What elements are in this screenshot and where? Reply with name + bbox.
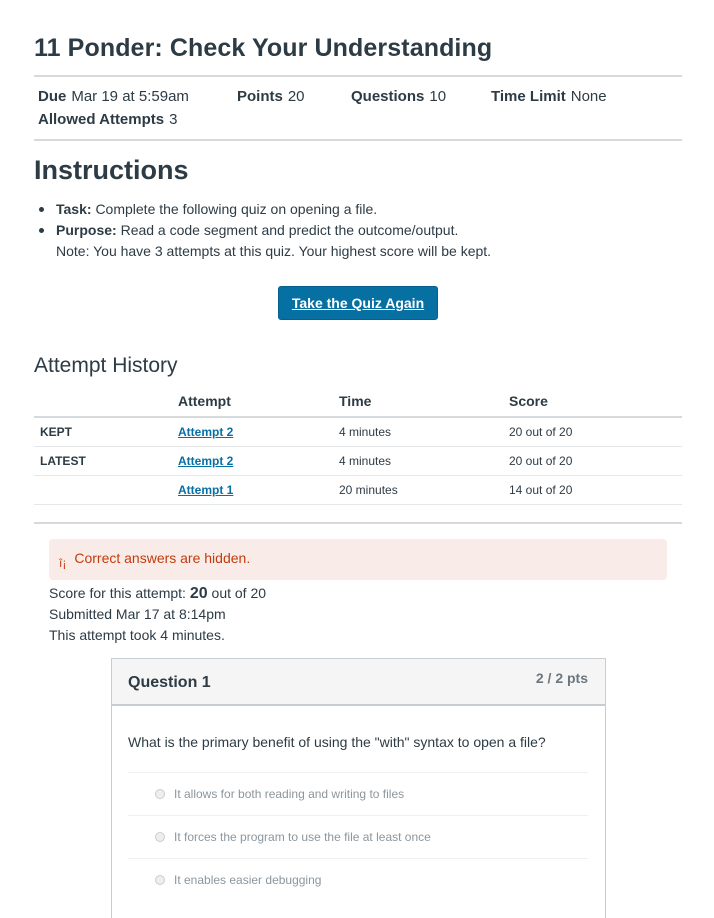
table-row (34, 476, 682, 505)
meta-divider (34, 139, 682, 141)
attempt-score (49, 583, 266, 604)
take-quiz-again-button[interactable]: Take the Quiz Again (278, 286, 438, 320)
question-card (111, 658, 606, 918)
row-score: 20 out of 20 (509, 447, 682, 476)
attempts-value: 3 (169, 111, 178, 128)
radio-button (155, 832, 165, 842)
radio-button (155, 789, 165, 799)
row-score: 20 out of 20 (509, 417, 682, 447)
instruction-label: Purpose: (56, 222, 117, 238)
table-row (34, 417, 682, 447)
questions-meta (351, 88, 446, 105)
attempt-duration: This attempt took 4 minutes. (49, 627, 225, 643)
history-divider (34, 522, 682, 524)
question-title: Question 1 (128, 674, 211, 691)
instructions-heading: Instructions (34, 155, 189, 185)
points-meta (237, 88, 305, 105)
alert-text: Correct answers are hidden. (74, 549, 251, 566)
attempt-link[interactable]: Attempt 1 (178, 483, 234, 497)
answer-text: It enables easier debugging (174, 873, 322, 887)
answer-text: It forces the program to use the file at least once (174, 830, 431, 844)
answer-option (128, 815, 588, 858)
due-meta (38, 88, 189, 105)
title-divider (34, 75, 682, 77)
submitted-date: Submitted Mar 17 at 8:14pm (49, 606, 226, 622)
due-value: Mar 19 at 5:59am (71, 88, 189, 105)
instruction-label: Task: (56, 201, 92, 217)
due-label: Due (38, 88, 67, 105)
question-header (112, 659, 605, 706)
header-score: Score (509, 386, 682, 417)
instruction-note: Note: You have 3 attempts at this quiz. Your highest score will be kept. (56, 243, 492, 259)
page-title: 11 Ponder: Check Your Understanding (34, 34, 493, 62)
time-limit-value: None (570, 88, 607, 105)
attempts-label: Allowed Attempts (38, 111, 165, 128)
instruction-text: Read a code segment and predict the outcome/output. (120, 222, 459, 238)
score-suffix: out of 20 (211, 585, 267, 601)
score-prefix: Score for this attempt: (49, 585, 186, 601)
table-row (34, 447, 682, 476)
question-text: What is the primary benefit of using the "with" syntax to open a file? (128, 734, 546, 750)
answer-list (128, 772, 588, 901)
radio-button (155, 875, 165, 885)
instruction-item-purpose (36, 220, 491, 241)
row-score: 14 out of 20 (509, 476, 682, 505)
questions-label: Questions (351, 88, 425, 105)
time-limit-meta (491, 88, 607, 105)
row-label (34, 476, 178, 505)
answer-text: It allows for both reading and writing to files (174, 787, 405, 801)
instruction-item-task (36, 199, 491, 220)
instruction-text: Complete the following quiz on opening a file. (95, 201, 378, 217)
question-points: 2 / 2 pts (535, 670, 588, 686)
header-time: Time (339, 386, 509, 417)
attempt-link[interactable]: Attempt 2 (178, 425, 234, 439)
info-icon: î¡ (59, 555, 67, 570)
answer-option (128, 772, 588, 815)
table-header-row (34, 386, 682, 417)
row-label: KEPT (34, 417, 178, 447)
allowed-attempts-meta (38, 111, 177, 128)
row-time: 4 minutes (339, 417, 509, 447)
time-limit-label: Time Limit (491, 88, 566, 105)
row-label: LATEST (34, 447, 178, 476)
score-value: 20 (189, 585, 208, 602)
points-label: Points (237, 88, 283, 105)
header-attempt: Attempt (178, 386, 339, 417)
row-time: 20 minutes (339, 476, 509, 505)
answer-option (128, 858, 588, 901)
header-blank (34, 386, 178, 417)
hidden-answers-alert (49, 539, 667, 580)
attempt-history-table (34, 386, 682, 505)
attempt-summary (49, 583, 266, 646)
points-value: 20 (287, 88, 305, 105)
attempt-link[interactable]: Attempt 2 (178, 454, 234, 468)
instructions-list (36, 199, 491, 262)
row-time: 4 minutes (339, 447, 509, 476)
questions-value: 10 (429, 88, 447, 105)
attempt-history-heading: Attempt History (34, 354, 178, 377)
